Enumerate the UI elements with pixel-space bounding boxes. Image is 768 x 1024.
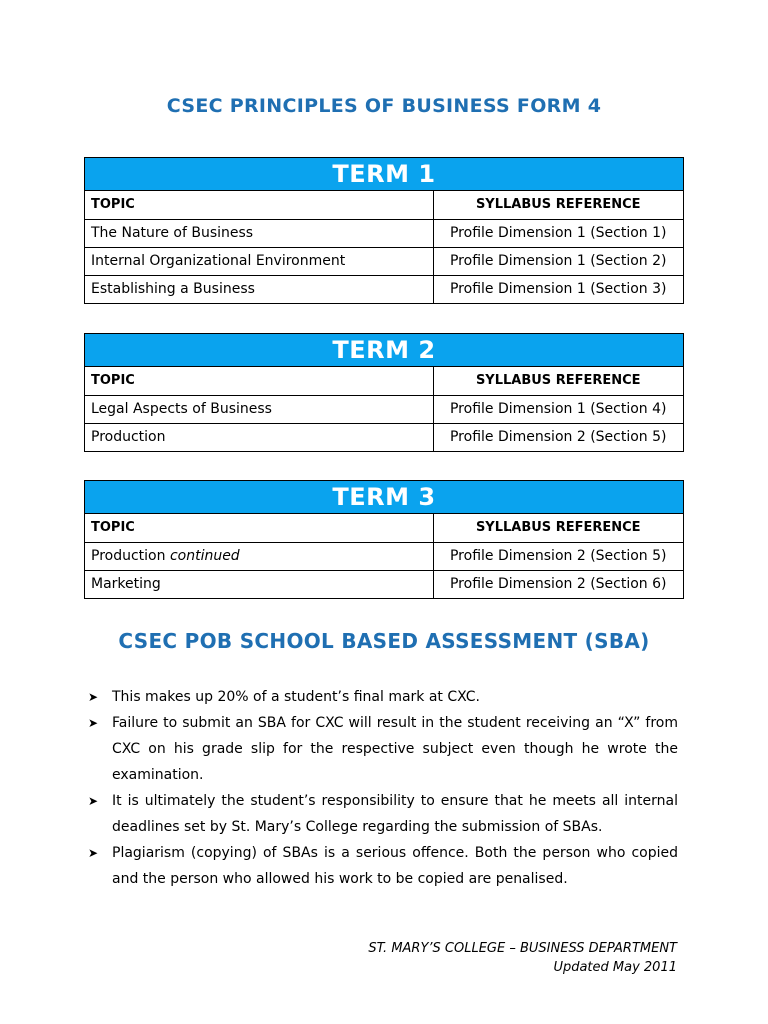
topic-cell: Establishing a Business bbox=[85, 275, 433, 303]
table-header-row bbox=[85, 367, 683, 395]
term-2-header: TERM 2 bbox=[85, 334, 683, 367]
table-row bbox=[85, 247, 683, 275]
arrow-bullet-icon: ➤ bbox=[88, 846, 99, 860]
term-2-table bbox=[84, 333, 684, 452]
table-row bbox=[85, 219, 683, 247]
table-row bbox=[85, 275, 683, 303]
term-1-header: TERM 1 bbox=[85, 158, 683, 191]
list-item-text: It is ultimately the student’s responsibility to ensure that he meets all internal deadlines set by St. Mary’s College regarding the submission of SBAs. bbox=[112, 793, 678, 835]
topic-column-header: TOPIC bbox=[85, 367, 433, 395]
footer bbox=[368, 939, 677, 977]
topic-cell: Production bbox=[85, 423, 433, 451]
topic-cell: The Nature of Business bbox=[85, 219, 433, 247]
table-row bbox=[85, 542, 683, 570]
term-3-table bbox=[84, 480, 684, 599]
term-3-header: TERM 3 bbox=[85, 481, 683, 514]
list-item-text: This makes up 20% of a student’s final mark at CXC. bbox=[112, 689, 480, 705]
reference-column-header: SYLLABUS REFERENCE bbox=[475, 520, 641, 536]
reference-cell: Profile Dimension 1 (Section 3) bbox=[433, 275, 683, 303]
list-item-text: Plagiarism (copying) of SBAs is a serious offence. Both the person who copied and the person who allowed his work to be copied are penalised. bbox=[112, 845, 678, 887]
list-item-text: Failure to submit an SBA for CXC will result in the student receiving an “X” from CXC on his grade slip for the respective subject even though he wrote the examination. bbox=[112, 715, 678, 783]
table-row bbox=[85, 395, 683, 423]
topic-text: Production bbox=[91, 548, 166, 564]
table-row bbox=[85, 423, 683, 451]
term-1-table bbox=[84, 157, 684, 304]
sba-title: CSEC POB SCHOOL BASED ASSESSMENT (SBA) bbox=[118, 629, 650, 653]
list-item bbox=[88, 710, 678, 788]
list-item bbox=[88, 684, 678, 710]
topic-suffix: continued bbox=[169, 548, 240, 564]
table-header-row bbox=[85, 514, 683, 542]
sba-bullet-list bbox=[88, 684, 678, 892]
reference-cell: Profile Dimension 1 (Section 1) bbox=[433, 219, 683, 247]
arrow-bullet-icon: ➤ bbox=[88, 794, 99, 808]
topic-cell: Internal Organizational Environment bbox=[85, 247, 433, 275]
reference-cell: Profile Dimension 2 (Section 6) bbox=[433, 570, 683, 598]
topic-cell bbox=[85, 542, 433, 570]
reference-column-header: SYLLABUS REFERENCE bbox=[475, 197, 641, 213]
table-row bbox=[85, 570, 683, 598]
topic-column-header: TOPIC bbox=[85, 191, 433, 219]
footer-updated: Updated May 2011 bbox=[553, 960, 677, 975]
list-item bbox=[88, 788, 678, 840]
topic-cell: Legal Aspects of Business bbox=[85, 395, 433, 423]
arrow-bullet-icon: ➤ bbox=[88, 716, 99, 730]
arrow-bullet-icon: ➤ bbox=[88, 690, 99, 704]
topic-cell: Marketing bbox=[85, 570, 433, 598]
page-title: CSEC PRINCIPLES OF BUSINESS FORM 4 bbox=[166, 95, 602, 117]
reference-column-header: SYLLABUS REFERENCE bbox=[475, 373, 641, 389]
reference-cell: Profile Dimension 2 (Section 5) bbox=[433, 423, 683, 451]
table-header-row bbox=[85, 191, 683, 219]
reference-cell: Profile Dimension 1 (Section 2) bbox=[433, 247, 683, 275]
list-item bbox=[88, 840, 678, 892]
reference-cell: Profile Dimension 1 (Section 4) bbox=[433, 395, 683, 423]
topic-column-header: TOPIC bbox=[85, 514, 433, 542]
footer-department: ST. MARY’S COLLEGE – BUSINESS DEPARTMENT bbox=[368, 941, 677, 956]
reference-cell: Profile Dimension 2 (Section 5) bbox=[433, 542, 683, 570]
